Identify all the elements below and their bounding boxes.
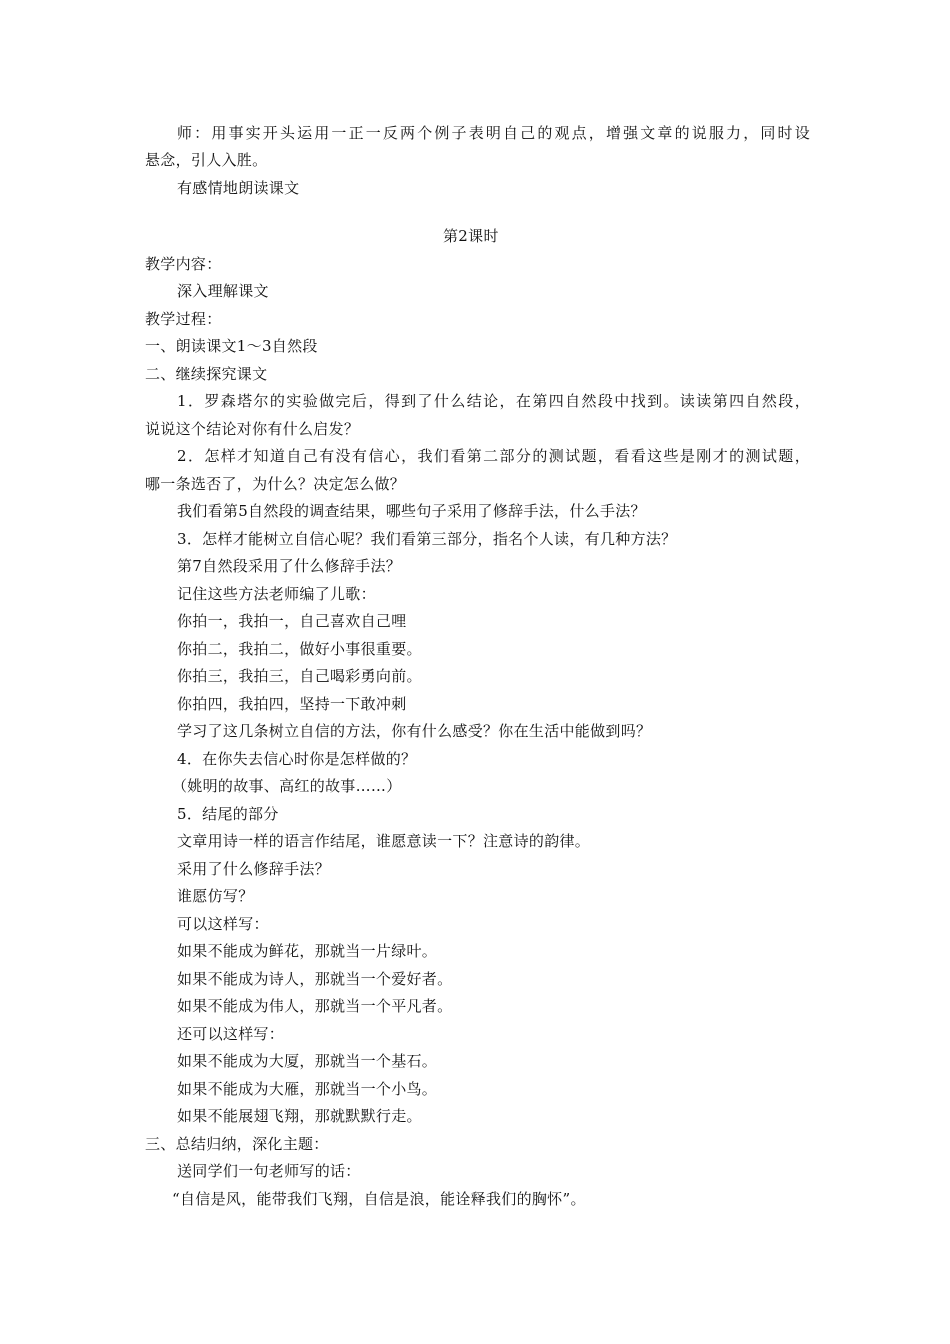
example-line: 如果不能成为鲜花，那就当一片绿叶。 — [177, 942, 438, 960]
example-line: 如果不能成为诗人，那就当一个爱好者。 — [177, 970, 453, 988]
paragraph-line: 3．怎样才能树立自信心呢？我们看第三部分，指名个人读，有几种方法？ — [177, 530, 677, 548]
paragraph-line: 送同学们一句老师写的话： — [177, 1162, 361, 1180]
paragraph-line: 学习了这几条树立自信的方法，你有什么感受？你在生活中能做到吗？ — [177, 722, 652, 740]
paragraph-line: 采用了什么修辞手法？ — [177, 860, 331, 878]
paragraph-line: 可以这样写： — [177, 915, 269, 933]
example-line: 如果不能展翅飞翔，那就默默行走。 — [177, 1107, 422, 1125]
rhyme-line: 你拍四，我拍四，坚持一下敢冲刺 — [177, 695, 407, 713]
paragraph-line: 2．怎样才知道自己有没有信心，我们看第二部分的测试题，看看这些是刚才的测试题， — [177, 447, 810, 465]
list-heading: 一、朗读课文1～3自然段 — [145, 337, 318, 355]
paragraph-line: 哪一条选否了，为什么？决定怎么做？ — [145, 475, 406, 493]
paragraph-line: 有感情地朗读课文 — [177, 179, 300, 197]
paragraph-line: 教学内容： — [145, 255, 222, 273]
paragraph-line: 记住这些方法老师编了儿歌： — [177, 585, 376, 603]
paragraph-line: 教学过程： — [145, 310, 222, 328]
example-line: 如果不能成为大厦，那就当一个基石。 — [177, 1052, 438, 1070]
rhyme-line: 你拍一，我拍一，自己喜欢自己哩 — [177, 612, 407, 630]
paragraph-line: （姚明的故事、高红的故事……） — [172, 777, 402, 795]
paragraph-line: 谁愿仿写？ — [177, 887, 254, 905]
paragraph-line: 师：用事实开头运用一正一反两个例子表明自己的观点，增强文章的说服力，同时设 — [177, 124, 810, 142]
paragraph-line: 第7自然段采用了什么修辞手法？ — [177, 557, 402, 575]
rhyme-line: 你拍三，我拍三，自己喝彩勇向前。 — [177, 667, 422, 685]
example-line: 如果不能成为大雁，那就当一个小鸟。 — [177, 1080, 438, 1098]
paragraph-line: 文章用诗一样的语言作结尾，谁愿意读一下？注意诗的韵律。 — [177, 832, 591, 850]
example-line: 如果不能成为伟人，那就当一个平凡者。 — [177, 997, 453, 1015]
section-heading: 第2课时 — [443, 227, 499, 245]
quote-line: “自信是风，能带我们飞翔，自信是浪，能诠释我们的胸怀”。 — [172, 1190, 586, 1208]
paragraph-line: 我们看第5自然段的调查结果，哪些句子采用了修辞手法，什么手法？ — [177, 502, 646, 520]
paragraph-line: 1．罗森塔尔的实验做完后，得到了什么结论，在第四自然段中找到。读读第四自然段， — [177, 392, 810, 410]
paragraph-line: 深入理解课文 — [177, 282, 269, 300]
rhyme-line: 你拍二，我拍二，做好小事很重要。 — [177, 640, 422, 658]
paragraph-line: 4．在你失去信心时你是怎样做的？ — [177, 750, 417, 768]
list-heading: 二、继续探究课文 — [145, 365, 268, 383]
list-heading: 三、总结归纳，深化主题： — [145, 1135, 329, 1153]
paragraph-line: 5．结尾的部分 — [177, 805, 279, 823]
paragraph-line: 说说这个结论对你有什么启发？ — [145, 420, 360, 438]
paragraph-line: 悬念，引人入胜。 — [145, 151, 268, 169]
paragraph-line: 还可以这样写： — [177, 1025, 285, 1043]
